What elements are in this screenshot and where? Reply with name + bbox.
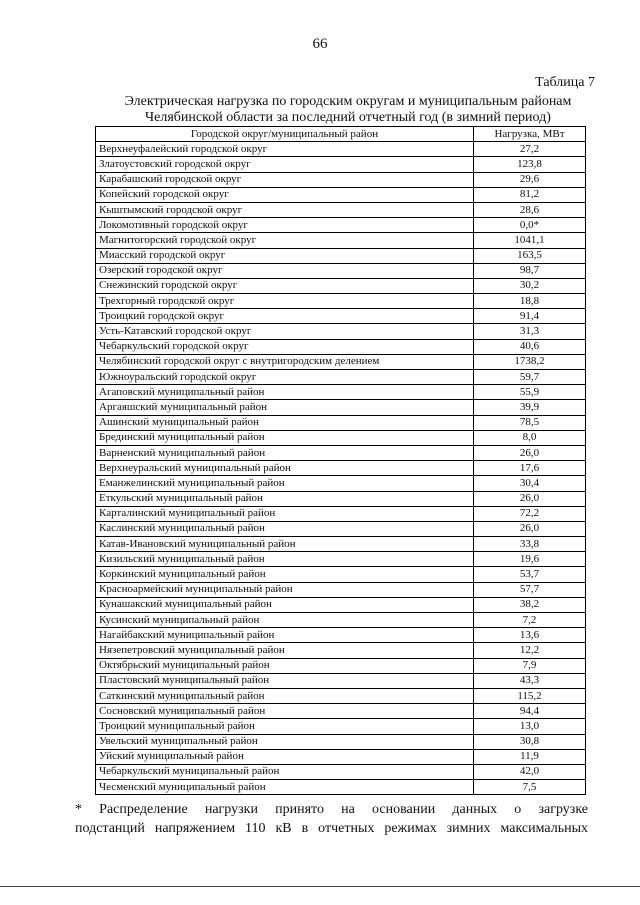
load-value-cell: 7,5 [474,780,586,795]
load-value-cell: 55,9 [474,385,586,400]
district-name-cell: Верхнеуральский муниципальный район [96,461,474,476]
district-name-cell: Коркинский муниципальный район [96,567,474,582]
district-name-cell: Кизильский муниципальный район [96,552,474,567]
district-name-cell: Увельский муниципальный район [96,734,474,749]
table-row [96,354,586,369]
table-row [96,521,586,536]
load-value-cell: 40,6 [474,339,586,354]
table-header-row [96,127,586,142]
table-row [96,445,586,460]
electric-load-table [95,126,586,795]
table-body [96,142,586,795]
district-name-cell: Троицкий муниципальный район [96,719,474,734]
load-value-cell: 123,8 [474,157,586,172]
load-value-cell: 72,2 [474,506,586,521]
district-name-cell: Нязепетровский муниципальный район [96,643,474,658]
district-name-cell: Кунашакский муниципальный район [96,597,474,612]
load-value-cell: 163,5 [474,248,586,263]
table-row [96,278,586,293]
district-name-cell: Аргаяшский муниципальный район [96,400,474,415]
load-value-cell: 13,0 [474,719,586,734]
district-name-cell: Троицкий городской округ [96,309,474,324]
table-row [96,202,586,217]
load-value-cell: 8,0 [474,430,586,445]
table-row [96,704,586,719]
district-name-cell: Чесменский муниципальный район [96,780,474,795]
load-value-cell: 57,7 [474,582,586,597]
district-name-cell: Трехгорный городской округ [96,294,474,309]
load-value-cell: 42,0 [474,764,586,779]
load-value-cell: 28,6 [474,202,586,217]
district-name-cell: Озерский городской округ [96,263,474,278]
table-row [96,385,586,400]
district-name-cell: Саткинский муниципальный район [96,688,474,703]
district-name-cell: Южноуральский городской округ [96,370,474,385]
table-row [96,461,586,476]
load-value-cell: 78,5 [474,415,586,430]
district-name-cell: Нагайбакский муниципальный район [96,628,474,643]
table-row [96,613,586,628]
load-value-cell: 0,0* [474,218,586,233]
district-name-cell: Магнитогорский городской округ [96,233,474,248]
district-name-cell: Еманжелинский муниципальный район [96,476,474,491]
load-value-cell: 17,6 [474,461,586,476]
footnote [75,800,588,838]
load-value-cell: 30,4 [474,476,586,491]
load-value-cell: 30,2 [474,278,586,293]
district-name-cell: Пластовский муниципальный район [96,673,474,688]
district-name-cell: Еткульский муниципальный район [96,491,474,506]
district-name-cell: Уйский муниципальный район [96,749,474,764]
table-row [96,719,586,734]
district-name-cell: Карабашский городской округ [96,172,474,187]
table-row [96,597,586,612]
load-value-cell: 7,9 [474,658,586,673]
table-row [96,567,586,582]
district-name-cell: Сосновский муниципальный район [96,704,474,719]
load-value-cell: 91,4 [474,309,586,324]
load-value-cell: 26,0 [474,521,586,536]
table-row [96,370,586,385]
table-row [96,476,586,491]
district-name-cell: Агаповский муниципальный район [96,385,474,400]
load-value-cell: 38,2 [474,597,586,612]
table-row [96,491,586,506]
column-header-district: Городской округ/муниципальный район [96,127,474,142]
table-row [96,218,586,233]
load-value-cell: 18,8 [474,294,586,309]
table-row [96,582,586,597]
district-name-cell: Катав-Ивановский муниципальный район [96,537,474,552]
district-name-cell: Октябрьский муниципальный район [96,658,474,673]
table-title-line-1: Электрическая нагрузка по городским округам и муниципальным районам [124,94,572,109]
district-name-cell: Кыштымский городской округ [96,202,474,217]
table-row [96,749,586,764]
table-row [96,142,586,157]
load-value-cell: 19,6 [474,552,586,567]
table-row [96,248,586,263]
table-row [96,430,586,445]
table-title-line-2: Челябинской области за последний отчетный год (в зимний период) [145,110,551,125]
load-value-cell: 26,0 [474,445,586,460]
district-name-cell: Челябинский городской округ с внутригородским делением [96,354,474,369]
district-name-cell: Копейский городской округ [96,187,474,202]
table-row [96,233,586,248]
table-row [96,552,586,567]
district-name-cell: Брединский муниципальный район [96,430,474,445]
footnote-line-2: подстанций напряжением 110 кВ в отчетных режимах зимних максимальных [75,821,588,836]
district-name-cell: Усть-Катавский городской округ [96,324,474,339]
load-value-cell: 115,2 [474,688,586,703]
table-row [96,658,586,673]
table-row [96,764,586,779]
load-value-cell: 59,7 [474,370,586,385]
footnote-line-1: * Распределение нагрузки принято на основании данных о загрузке [75,802,588,817]
table-row [96,157,586,172]
table-row [96,263,586,278]
table-row [96,628,586,643]
district-name-cell: Миасский городской округ [96,248,474,263]
table-row [96,688,586,703]
district-name-cell: Снежинский городской округ [96,278,474,293]
load-value-cell: 7,2 [474,613,586,628]
load-value-cell: 53,7 [474,567,586,582]
load-value-cell: 30,8 [474,734,586,749]
district-name-cell: Карталинский муниципальный район [96,506,474,521]
table-row [96,309,586,324]
district-name-cell: Ашинский муниципальный район [96,415,474,430]
table-row [96,339,586,354]
load-value-cell: 12,2 [474,643,586,658]
district-name-cell: Чебаркульский городской округ [96,339,474,354]
load-value-cell: 98,7 [474,263,586,278]
table-row [96,643,586,658]
load-value-cell: 33,8 [474,537,586,552]
load-value-cell: 26,0 [474,491,586,506]
table-header [96,127,586,142]
load-value-cell: 39,9 [474,400,586,415]
table-row [96,673,586,688]
load-value-cell: 27,2 [474,142,586,157]
load-value-cell: 1738,2 [474,354,586,369]
column-header-load: Нагрузка, МВт [474,127,586,142]
load-value-cell: 13,6 [474,628,586,643]
page-bottom-rule [0,886,640,887]
table-row [96,400,586,415]
load-value-cell: 1041,1 [474,233,586,248]
table-row [96,324,586,339]
load-value-cell: 31,3 [474,324,586,339]
district-name-cell: Варненский муниципальный район [96,445,474,460]
table-row [96,537,586,552]
district-name-cell: Красноармейский муниципальный район [96,582,474,597]
load-value-cell: 81,2 [474,187,586,202]
load-value-cell: 11,9 [474,749,586,764]
district-name-cell: Чебаркульский муниципальный район [96,764,474,779]
district-name-cell: Локомотивный городской округ [96,218,474,233]
table-row [96,294,586,309]
load-value-cell: 94,4 [474,704,586,719]
table-number: Таблица 7 [535,75,595,90]
table-row [96,187,586,202]
table-row [96,172,586,187]
district-name-cell: Верхнеуфалейский городской округ [96,142,474,157]
load-value-cell: 43,3 [474,673,586,688]
table-row [96,780,586,795]
table-row [96,415,586,430]
district-name-cell: Каслинский муниципальный район [96,521,474,536]
table-row [96,734,586,749]
page-number: 66 [312,36,328,52]
table-row [96,506,586,521]
district-name-cell: Кусинский муниципальный район [96,613,474,628]
district-name-cell: Златоустовский городской округ [96,157,474,172]
load-value-cell: 29,6 [474,172,586,187]
